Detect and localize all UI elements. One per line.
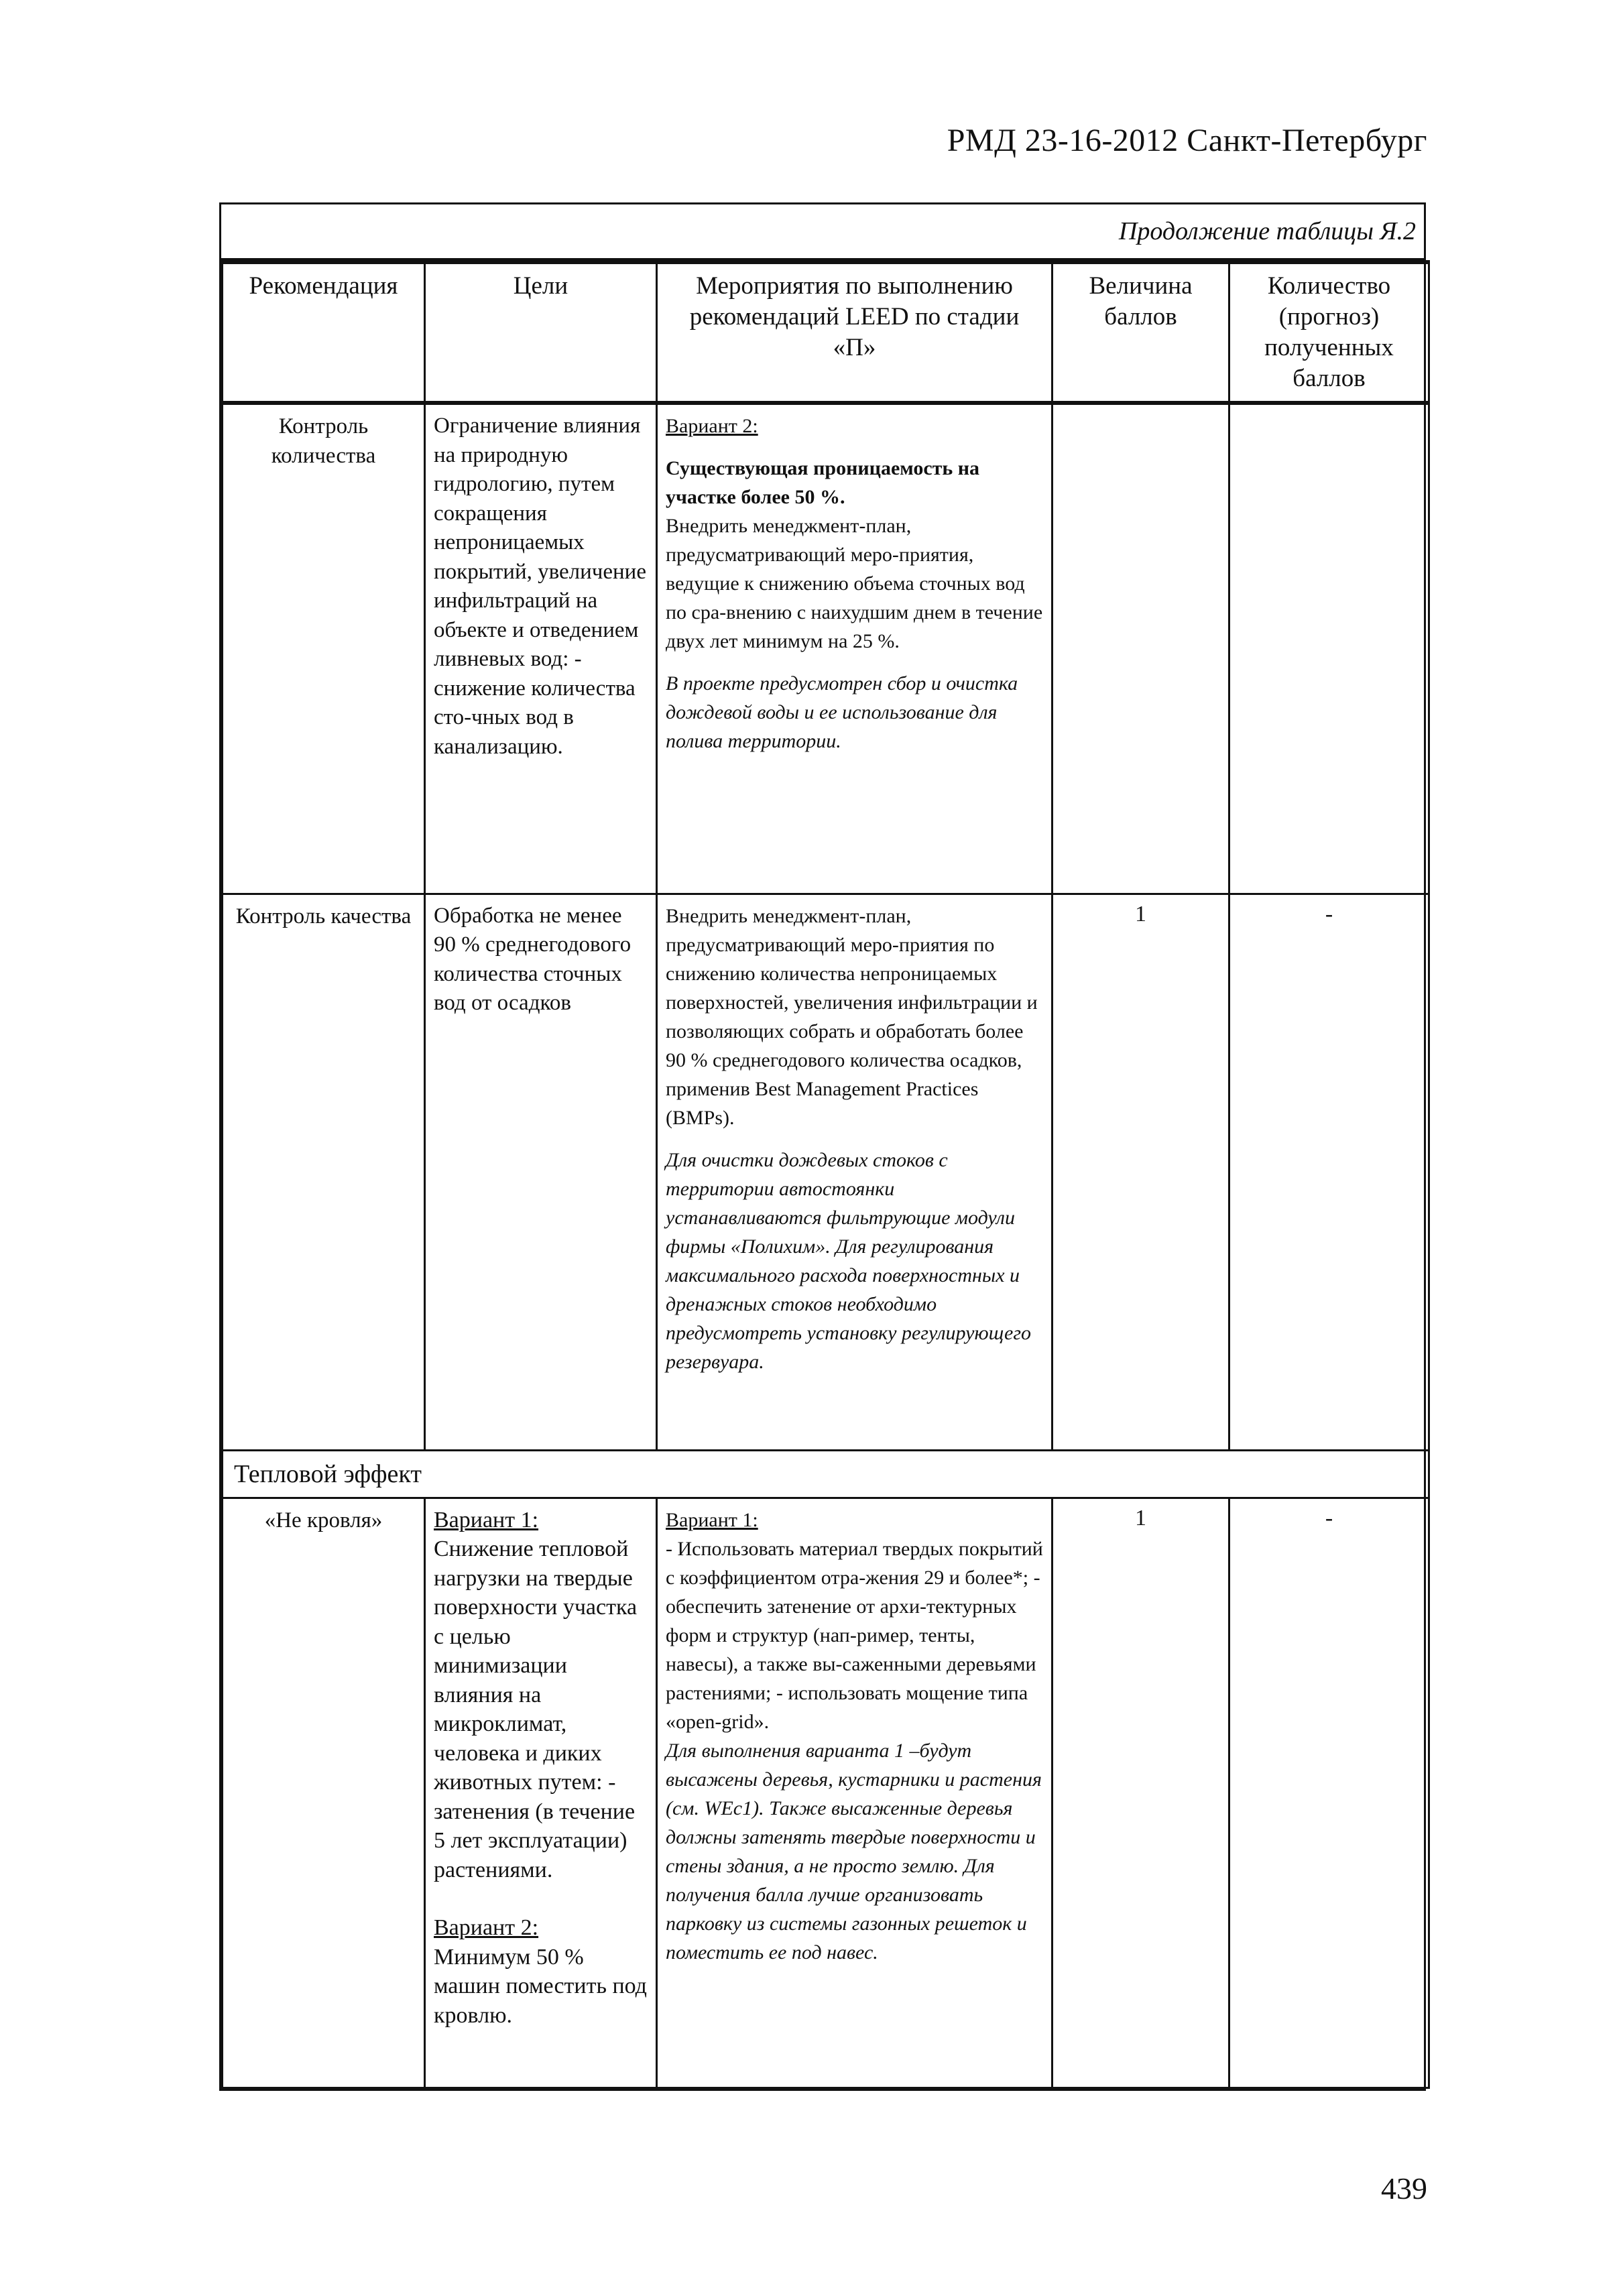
goal-variant1-label: Вариант 1:: [434, 1507, 539, 1532]
page-number: 439: [1381, 2171, 1427, 2206]
document-header: РМД 23-16-2012 Санкт-Петербург: [947, 123, 1427, 158]
recommendation-cell: Контроль качества: [223, 894, 425, 1450]
goal-variant1-text: Снижение тепловой нагрузки на твердые поверхности участка с целью минимизации влияния на микроклимат, человека и диких животных путем: - затенения (в течение 5 лет эксплуатации) растениями.: [434, 1536, 638, 1882]
variant-label: Вариант 2:: [666, 415, 758, 437]
goal-variant2-text: Минимум 50 % машин поместить под кровлю.: [434, 1944, 647, 2028]
points-cell: 1: [1053, 894, 1229, 1450]
measure-text: Внедрить менеджмент-план, предусматривающий меро-приятия по снижению количества непроницаемых поверхностей, увеличения инфильтрации и позволяющих собрать и обработать более 90 % среднегодового количества осадков, применив Best Management Practices (BMPs).: [666, 904, 1038, 1129]
column-header-measures: Мероприятия по выполнению рекомендаций LEED по стадии «П»: [657, 262, 1053, 403]
forecast-cell: -: [1229, 894, 1429, 1450]
leed-table: [221, 260, 1430, 2089]
measures-cell: [657, 894, 1053, 1450]
table-row: [223, 894, 1429, 1450]
column-header-goals: Цели: [425, 262, 657, 403]
column-header-recommendation: Рекомендация: [223, 262, 425, 403]
measures-cell: [657, 1498, 1053, 2088]
table-header-row: [223, 262, 1429, 403]
column-header-points: Величина баллов: [1053, 262, 1229, 403]
measures-cell: [657, 403, 1053, 894]
recommendation-cell: «Не кровля»: [223, 1498, 425, 2088]
goal-cell: Обработка не менее 90 % среднегодового количества сточных вод от осадков: [425, 894, 657, 1450]
measure-text: - Использовать материал твердых покрытий с коэффициентом отра-жения 29 и более*; - обеспечить затенение от архи-тектурных форм и структур (нап-ример, тенты, навесы), а также вы-саженными деревьями растениями; - использовать мощение типа «open-grid».: [666, 1537, 1043, 1733]
measure-text: Внедрить менеджмент-план, предусматривающий меро-приятия, ведущие к снижению объема сточных вод по сра-внению с наихудшим днем в течение двух лет минимум на 25 %.: [666, 515, 1043, 652]
measure-bold-text: Существующая проницаемость на участке более 50 %.: [666, 457, 980, 508]
recommendation-cell: Контроль количества: [223, 403, 425, 894]
forecast-cell: [1229, 403, 1429, 894]
section-row: [223, 1450, 1429, 1498]
points-cell: 1: [1053, 1498, 1229, 2088]
table-frame: [219, 202, 1426, 2091]
table-continuation-caption: Продолжение таблицы Я.2: [221, 204, 1424, 260]
goal-cell: Ограничение влияния на природную гидрологию, путем сокращения непроницаемых покрытий, увеличение инфильтраций на объекте и отведением ливневых вод: - снижение количества сто-чных вод в канализацию.: [425, 403, 657, 894]
measure-italic-note: В проекте предусмотрен сбор и очистка дождевой воды и ее использование для полива территории.: [666, 672, 1018, 752]
measure-italic-note: Для выполнения варианта 1 –будут высажены деревья, кустарники и растения (см. WEc1). Также высаженные деревья должны затенять твердые поверхности и стены здания, а не просто землю. Для получения балла лучше организовать парковку из системы газонных решеток и поместить ее под навес.: [666, 1739, 1042, 1963]
points-cell: [1053, 403, 1229, 894]
section-title: Тепловой эффект: [223, 1450, 1429, 1498]
table-row: [223, 1498, 1429, 2088]
forecast-cell: -: [1229, 1498, 1429, 2088]
measure-italic-note: Для очистки дождевых стоков с территории автостоянки устанавливаются фильтрующие модули фирмы «Полихим». Для регулирования максимального расхода поверхностных и дренажных стоков необходимо предусмотреть установку регулирующего резервуара.: [666, 1148, 1032, 1373]
column-header-forecast: Количество (прогноз) полученных баллов: [1229, 262, 1429, 403]
goal-cell: [425, 1498, 657, 2088]
variant-label: Вариант 1:: [666, 1508, 758, 1531]
table-row: [223, 403, 1429, 894]
goal-variant2-label: Вариант 2:: [434, 1915, 539, 1940]
